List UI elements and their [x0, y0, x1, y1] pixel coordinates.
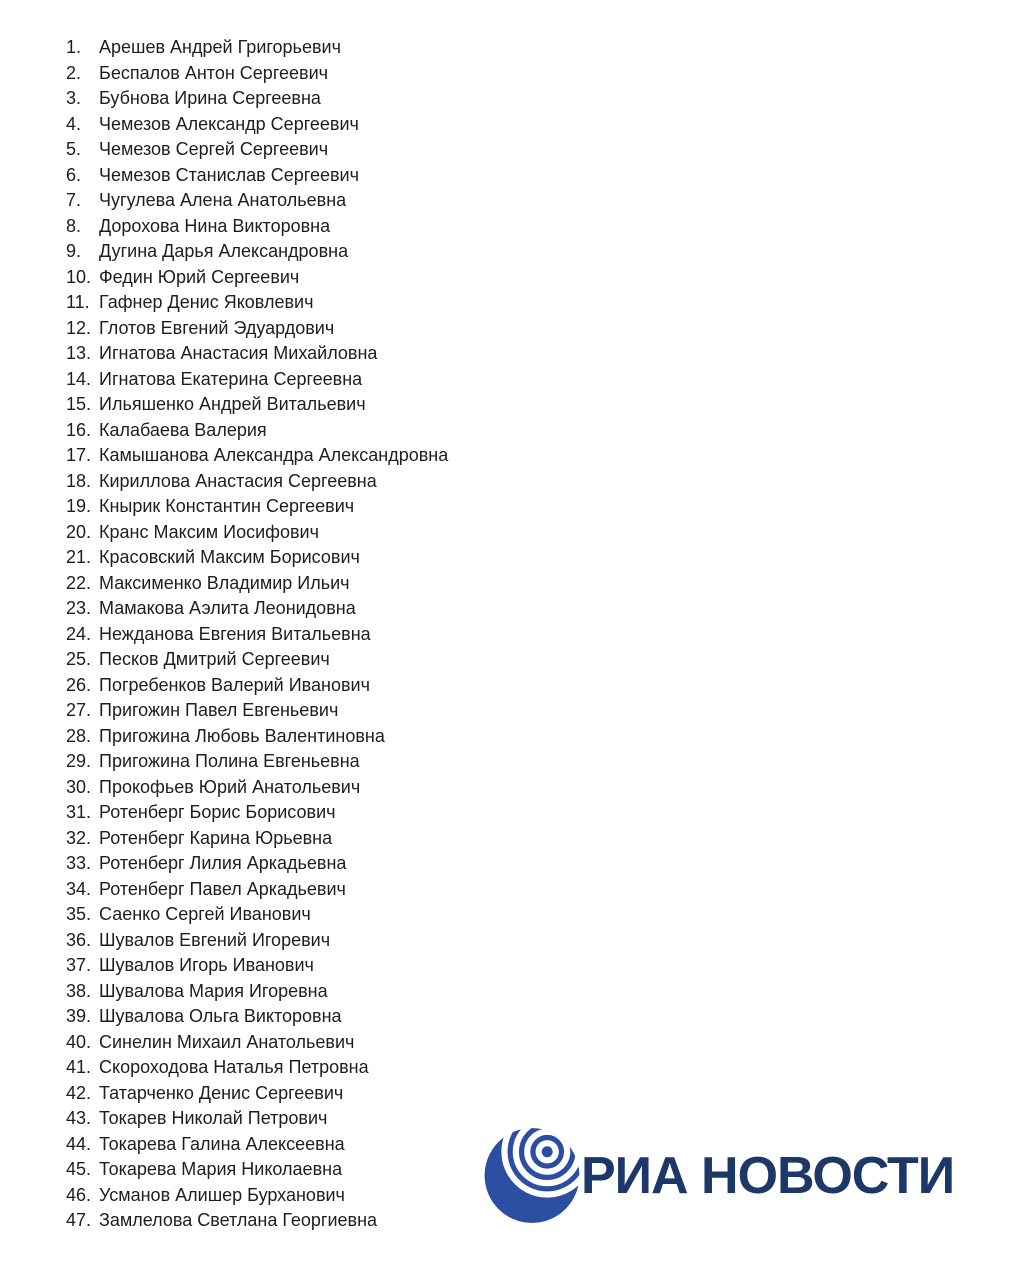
list-item [66, 622, 448, 648]
list-item [66, 724, 448, 750]
list-item-number: 41. [66, 1057, 92, 1078]
list-item-name: Саенко Сергей Иванович [99, 904, 311, 925]
ria-globe-icon [484, 1128, 580, 1223]
list-item-number: 2. [66, 62, 82, 83]
list-item-name: Максименко Владимир Ильич [99, 572, 350, 593]
list-item-name: Красовский Максим Борисович [99, 547, 360, 568]
list-item-name: Татарченко Денис Сергеевич [99, 1082, 344, 1103]
list-item-number: 5. [66, 139, 82, 160]
list-item [66, 290, 448, 316]
list-item-name: Шувалов Игорь Иванович [99, 955, 314, 976]
list-item-number: 39. [66, 1006, 92, 1027]
list-item-number: 16. [66, 419, 92, 440]
list-item-name: Ротенберг Борис Борисович [99, 802, 336, 823]
list-item-name: Чугулева Алена Анатольевна [99, 190, 347, 211]
list-item-name: Дорохова Нина Викторовна [99, 215, 331, 236]
list-item [66, 188, 448, 214]
list-item-number: 11. [66, 292, 90, 313]
list-item-name: Гафнер Денис Яковлевич [99, 292, 314, 313]
list-item [66, 1208, 448, 1234]
list-item-name: Усманов Алишер Бурханович [99, 1184, 345, 1205]
list-item [66, 596, 448, 622]
list-item-number: 22. [66, 572, 92, 593]
list-item-name: Ротенберг Павел Аркадьевич [99, 878, 346, 899]
list-item-name: Пригожин Павел Евгеньевич [99, 700, 339, 721]
list-item-name: Беспалов Антон Сергеевич [99, 62, 329, 83]
list-item-name: Кранс Максим Иосифович [99, 521, 319, 542]
list-item [66, 775, 448, 801]
list-item [66, 851, 448, 877]
list-item-name: Шувалова Ольга Викторовна [99, 1006, 342, 1027]
list-item-number: 10. [66, 266, 92, 287]
list-item-name: Кнырик Константин Сергеевич [99, 496, 355, 517]
list-item-number: 27. [66, 700, 92, 721]
list-item-number: 24. [66, 623, 92, 644]
list-item [66, 1106, 448, 1132]
list-item-number: 6. [66, 164, 82, 185]
list-item [66, 877, 448, 903]
list-item-name: Токарев Николай Петрович [99, 1108, 328, 1129]
list-item [66, 698, 448, 724]
list-item-number: 30. [66, 776, 92, 797]
list-item-number: 42. [66, 1082, 92, 1103]
list-item [66, 520, 448, 546]
list-item [66, 367, 448, 393]
list-item-number: 28. [66, 725, 92, 746]
list-item [66, 1081, 448, 1107]
list-item-number: 26. [66, 674, 92, 695]
list-item [66, 928, 448, 954]
list-item-number: 4. [66, 113, 82, 134]
list-item-name: Скороходова Наталья Петровна [99, 1057, 369, 1078]
list-item-number: 14. [66, 368, 92, 389]
list-item [66, 1004, 448, 1030]
list-item-name: Шувалов Евгений Игоревич [99, 929, 331, 950]
list-item [66, 137, 448, 163]
list-item [66, 265, 448, 291]
list-item-number: 15. [66, 394, 92, 415]
list-item-number: 3. [66, 88, 82, 109]
list-item-number: 44. [66, 1133, 92, 1154]
list-item-number: 31. [66, 802, 92, 823]
list-item-name: Камышанова Александра Александровна [99, 445, 449, 466]
list-item-name: Погребенков Валерий Иванович [99, 674, 370, 695]
list-item [66, 239, 448, 265]
list-item-number: 34. [66, 878, 92, 899]
list-item-name: Арешев Андрей Григорьевич [99, 37, 341, 58]
list-item [66, 494, 448, 520]
list-item-name: Игнатова Анастасия Михайловна [99, 343, 378, 364]
list-item-number: 45. [66, 1159, 92, 1180]
list-item-number: 29. [66, 751, 92, 772]
list-item [66, 392, 448, 418]
list-item-name: Бубнова Ирина Сергеевна [99, 88, 321, 109]
list-item [66, 647, 448, 673]
list-item [66, 902, 448, 928]
list-item [66, 749, 448, 775]
list-item-name: Дугина Дарья Александровна [99, 241, 349, 262]
list-item [66, 341, 448, 367]
list-item-name: Игнатова Екатерина Сергеевна [99, 368, 363, 389]
list-item-number: 35. [66, 904, 92, 925]
list-item-name: Кириллова Анастасия Сергеевна [99, 470, 377, 491]
list-item [66, 418, 448, 444]
list-item-name: Чемезов Станислав Сергеевич [99, 164, 359, 185]
list-item-name: Песков Дмитрий Сергеевич [99, 649, 330, 670]
list-item-name: Пригожина Любовь Валентиновна [99, 725, 385, 746]
list-item-name: Чемезов Сергей Сергеевич [99, 139, 329, 160]
list-item [66, 1030, 448, 1056]
list-item-name: Ротенберг Карина Юрьевна [99, 827, 333, 848]
list-item-number: 37. [66, 955, 92, 976]
list-item [66, 545, 448, 571]
ria-novosti-logo [484, 1128, 954, 1223]
list-item-number: 12. [66, 317, 92, 338]
list-item-number: 7. [66, 190, 82, 211]
list-item-number: 9. [66, 241, 82, 262]
list-item [66, 800, 448, 826]
list-item [66, 163, 448, 189]
list-item-number: 33. [66, 853, 92, 874]
list-item-number: 23. [66, 598, 92, 619]
list-item-number: 18. [66, 470, 92, 491]
list-item-number: 19. [66, 496, 92, 517]
list-item [66, 443, 448, 469]
list-item-number: 25. [66, 649, 92, 670]
list-item-number: 13. [66, 343, 92, 364]
name-list [66, 35, 448, 1234]
list-item-number: 47. [66, 1210, 92, 1231]
list-item-number: 32. [66, 827, 92, 848]
list-item-number: 21. [66, 547, 92, 568]
list-item [66, 1157, 448, 1183]
list-item-name: Прокофьев Юрий Анатольевич [99, 776, 361, 797]
list-item [66, 673, 448, 699]
list-item [66, 112, 448, 138]
list-item-name: Глотов Евгений Эдуардович [99, 317, 335, 338]
list-item [66, 1055, 448, 1081]
list-item-name: Федин Юрий Сергеевич [99, 266, 300, 287]
list-item-number: 17. [66, 445, 92, 466]
list-item [66, 214, 448, 240]
list-item [66, 316, 448, 342]
list-item [66, 469, 448, 495]
list-item-name: Пригожина Полина Евгеньевна [99, 751, 360, 772]
list-item-number: 43. [66, 1108, 92, 1129]
list-item-name: Замлелова Светлана Георгиевна [99, 1210, 378, 1231]
list-item-name: Синелин Михаил Анатольевич [99, 1031, 355, 1052]
list-item-number: 36. [66, 929, 92, 950]
list-item-name: Чемезов Александр Сергеевич [99, 113, 359, 134]
list-item [66, 35, 448, 61]
list-item-number: 40. [66, 1031, 92, 1052]
list-item-number: 38. [66, 980, 92, 1001]
list-item-name: Шувалова Мария Игоревна [99, 980, 328, 1001]
list-item-name: Токарева Галина Алексеевна [99, 1133, 345, 1154]
list-item [66, 86, 448, 112]
list-item [66, 571, 448, 597]
list-item [66, 61, 448, 87]
list-item-name: Мамакова Аэлита Леонидовна [99, 598, 356, 619]
list-item-number: 46. [66, 1184, 92, 1205]
list-item-name: Ротенберг Лилия Аркадьевна [99, 853, 347, 874]
list-item-name: Калабаева Валерия [99, 419, 267, 440]
list-item [66, 953, 448, 979]
list-item-name: Нежданова Евгения Витальевна [99, 623, 371, 644]
list-item-name: Ильяшенко Андрей Витальевич [99, 394, 366, 415]
list-item-number: 8. [66, 215, 82, 236]
list-item-name: Токарева Мария Николаевна [99, 1159, 343, 1180]
list-item-number: 1. [66, 37, 82, 58]
list-item [66, 826, 448, 852]
list-item [66, 1183, 448, 1209]
list-item-number: 20. [66, 521, 92, 542]
list-item [66, 979, 448, 1005]
list-item [66, 1132, 448, 1158]
ria-logo-text: РИА НОВОСТИ [581, 1146, 955, 1205]
